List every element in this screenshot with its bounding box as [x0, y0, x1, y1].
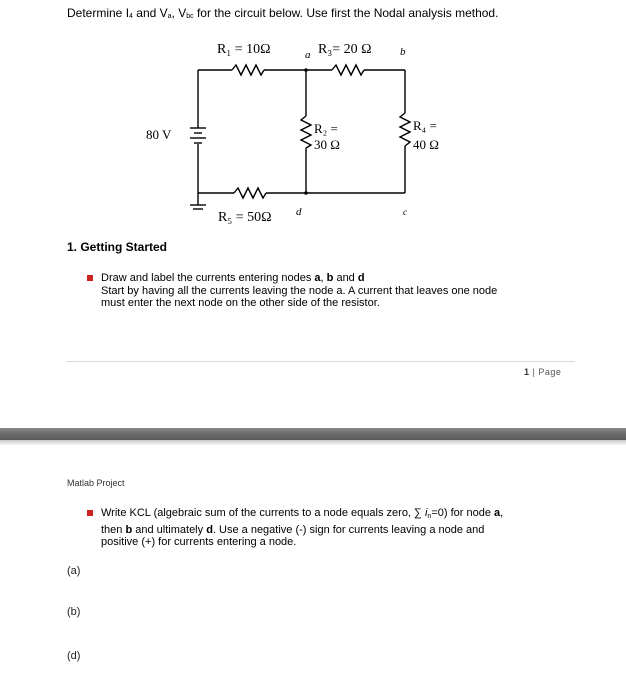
bullet-1-line-1: [101, 272, 497, 285]
b2-l2-c: . Use a negative (-) sign for currents leaving a node and: [212, 523, 485, 536]
b2-l2-a: then: [101, 523, 126, 536]
circuit-diagram: [0, 0, 626, 235]
running-header: Matlab Project: [67, 478, 125, 488]
footer-rule: [66, 361, 575, 362]
bullet-1-line-3: must enter the next node on the other side of the resistor.: [101, 297, 380, 309]
header-text-3: , V: [171, 6, 187, 20]
node-c-label: c: [403, 207, 407, 217]
b2-text-c: ,: [500, 507, 504, 519]
r3-resistor: [332, 65, 364, 75]
r2-label-top: R₂ =: [314, 121, 338, 136]
header-sub-4: 4: [129, 13, 133, 20]
b1-bold-d: d: [357, 272, 365, 284]
b2-text-a: Write KCL (algebraic sum of the currents to a node equals zero, ∑: [101, 507, 425, 519]
part-b-label: (b): [67, 606, 81, 618]
page-break-shadow: [0, 440, 626, 446]
bullet-2-line-2: [101, 524, 503, 537]
b1-text-b: ,: [320, 272, 327, 284]
header-text-2: and V: [132, 6, 168, 20]
r4-resistor: [400, 113, 410, 146]
r2-resistor: [301, 116, 311, 148]
header-sub-a: a: [167, 13, 172, 20]
b2-l2-bold-d: d: [206, 523, 213, 536]
bullet-1-text: [101, 272, 497, 310]
part-a-label: (a): [67, 565, 81, 577]
node-a-dot: [304, 68, 308, 72]
r1-label: R₁ = 10Ω: [217, 42, 271, 57]
source-label: 80 V: [146, 127, 172, 142]
r5-label: R₅ = 50Ω: [218, 210, 272, 225]
b2-l2-bold-b: b: [125, 523, 133, 536]
bullet-2-line-3: positive (+) for currents entering a node.: [101, 536, 297, 548]
page-break-band: [0, 428, 626, 440]
r5-resistor: [234, 188, 266, 198]
r3-label: R₃= 20 Ω: [318, 42, 372, 57]
b1-text-a: Draw and label the currents entering nodes: [101, 272, 315, 284]
r1-resistor: [232, 65, 264, 75]
header-text-4: for the circuit below. Use first the Nodal analysis method.: [193, 6, 499, 20]
b1-text-c: and: [333, 272, 358, 284]
node-d-label: d: [296, 206, 302, 218]
r4-label-bottom: 40 Ω: [413, 137, 439, 152]
header-sub-bc: bc: [186, 13, 194, 20]
b2-italic-i: i: [424, 507, 428, 519]
b2-text-b: =0) for node: [431, 507, 494, 519]
r2-label-bottom: 30 Ω: [314, 137, 340, 152]
part-d-label: (d): [67, 650, 81, 662]
section-title: 1. Getting Started: [67, 240, 168, 254]
bullet-2-line-1: [101, 507, 503, 524]
page-word: Page: [538, 367, 562, 377]
bullet-marker-1: [87, 275, 93, 281]
b2-l2-b: and ultimately: [132, 523, 207, 536]
bullet-marker-2: [87, 510, 93, 516]
b2-sub-n: n: [427, 513, 432, 520]
bullet-1-line-2: Start by having all the currents leaving the node a. A current that leaves one node: [101, 284, 498, 297]
r4-label-top: R₄ =: [413, 118, 437, 133]
b1-bold-b: b: [326, 272, 334, 284]
node-a-label: a: [305, 49, 311, 61]
node-b-label: b: [400, 46, 406, 58]
bullet-2-text: [101, 507, 503, 549]
b1-bold-a: a: [314, 272, 321, 284]
b2-bold-a: a: [494, 507, 501, 519]
page-number-value: 1: [524, 367, 530, 377]
page-number: [524, 367, 561, 377]
page-separator: |: [529, 367, 539, 377]
node-d-dot: [304, 191, 308, 195]
header-text-1: Determine I: [67, 6, 130, 20]
